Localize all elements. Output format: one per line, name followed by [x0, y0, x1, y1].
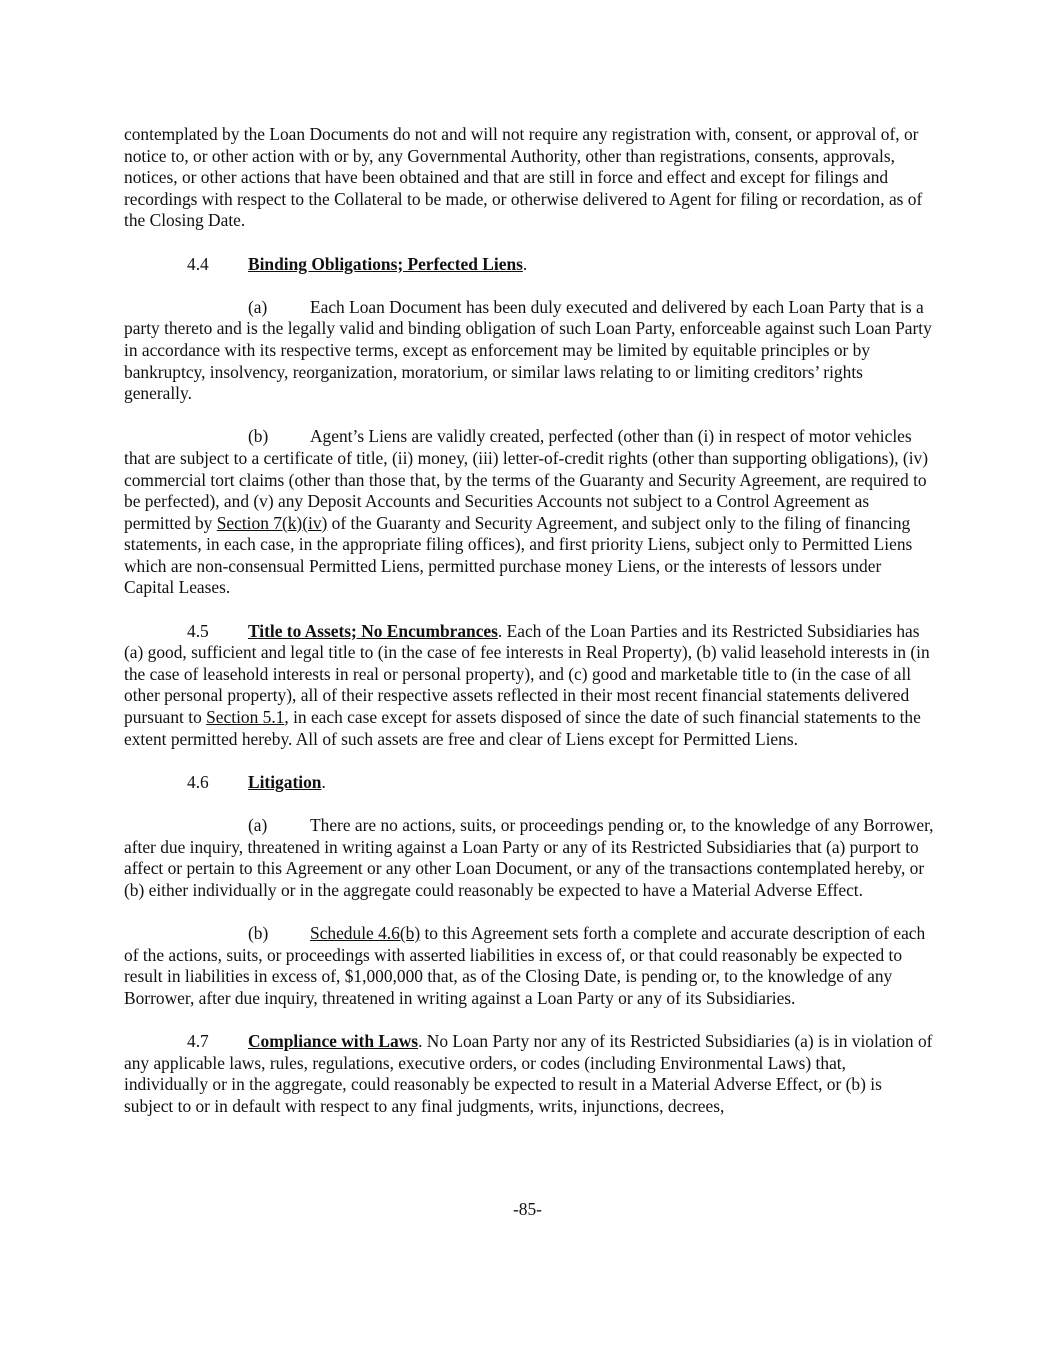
clause-text: Each Loan Document has been duly executed and delivered by each Loan Party that is a party thereto and is the legally valid and binding obligation of such Loan Party, enforceable against such Loan Party in accordance with its respective terms, except as enforcement may be limited by equitable principles or by bankruptcy, insolvency, reorganization, moratorium, or similar laws relating to or limiting creditors’ rights generally.: [124, 296, 932, 404]
cross-reference: Section 5.1: [206, 707, 285, 728]
section-number: 4.7: [187, 1030, 209, 1051]
section-text: , in each case except for assets disposed of since the date of such financial statements to the extent permitted hereby. All of such assets are free and clear of Liens except for Permitted Liens.: [124, 707, 921, 749]
spacer: [124, 232, 934, 254]
section-number: 4.6: [187, 771, 209, 792]
section-title: Title to Assets; No Encumbrances: [248, 620, 498, 641]
clause-text: There are no actions, suits, or proceedings pending or, to the knowledge of any Borrower, after due inquiry, threatened in writing against a Loan Party or any of its Restricted Subsidiaries that (a) purport to affect or pertain to this Agreement or any other Loan Document, or any of the transactions contemplated hereby, or (b) either individually or in the aggregate could reasonably be expected to have a Material Adverse Effect.: [124, 815, 934, 900]
page-number: -85-: [513, 1199, 542, 1219]
section-number: 4.4: [187, 253, 209, 274]
spacer: [124, 275, 934, 297]
section-title: Binding Obligations; Perfected Liens: [248, 253, 523, 274]
section-text: . No Loan Party nor any of its Restricted Subsidiaries (a) is in violation of any applicable laws, rules, regulations, executive orders, or codes (including Environmental Laws) that, individually or in the aggregate, could reasonably be expected to result in a Material Adverse Effect, or (b) is subject to or in default with respect to any final judgments, writs, injunctions, decrees,: [124, 1030, 933, 1116]
clause-label: (b): [248, 922, 269, 943]
clause-text: to this Agreement sets forth a complete and accurate description of each of the actions, suits, or proceedings with asserted liabilities in excess of, or that could reasonably be expected to result in liabilities in excess of, $1,000,000 that, as of the Closing Date, is pending or, to the knowledge of any Borrower, after due inquiry, threatened in writing against a Loan Party or any of its Subsidiaries.: [124, 922, 926, 1008]
section-4-6-heading: [124, 772, 934, 794]
clause-text: of the Guaranty and Security Agreement, and subject only to the filing of financing statements, in each case, in the appropriate filing offices), and first priority Liens, subject only to Permitted Liens which are non-consensual Permitted Liens, permitted purchase money Liens, or the interests of lessors under Capital Leases.: [124, 512, 913, 598]
intro-paragraph: contemplated by the Loan Documents do not and will not require any registration with, consent, or approval of, or notice to, or other action with or by, any Governmental Authority, other than registrations, consents, approvals, notices, or other actions that have been obtained and that are still in force and effect and except for filings and recordings with respect to the Collateral to be made, or otherwise delivered to Agent for filing or recordation, as of the Closing Date.: [124, 124, 923, 231]
section-4-4-a: [124, 297, 934, 405]
section-4-6-b: [124, 923, 934, 1009]
spacer: [124, 405, 934, 427]
cross-reference: Schedule 4.6(b): [310, 922, 421, 943]
clause-text: Agent’s Liens are validly created, perfected (other than (i) in respect of motor vehicles that are subject to a certificate of title, (ii) money, (iii) letter-of-credit rights (other than supporting obligations), (iv) commercial tort claims (other than those that, by the terms of the Guaranty and Security Agreement, are required to be perfected), and (v) any Deposit Accounts and Securities Accounts not subject to a Control Agreement as permitted by: [124, 426, 929, 533]
clause-label: (a): [248, 815, 268, 835]
section-title: Litigation: [248, 771, 322, 792]
spacer: [124, 750, 934, 772]
document-page: [124, 124, 934, 1117]
clause-label: (b): [248, 426, 269, 447]
spacer: [124, 599, 934, 621]
section-title-end: .: [522, 253, 528, 274]
section-number: 4.5: [187, 620, 209, 641]
section-4-7: [124, 1031, 934, 1117]
section-text: . Each of the Loan Parties and its Restricted Subsidiaries has (a) good, sufficient and legal title to (in the case of fee interests in Real Property), (b) valid leasehold interests in (in the case of leasehold interests in real or personal property), and (c) good and marketable title to (in the case of all other personal property), all of their respective assets reflected in their most recent financial statements delivered pursuant to: [124, 620, 930, 728]
section-4-4-heading: [124, 254, 934, 276]
section-title: Compliance with Laws: [248, 1030, 419, 1051]
section-4-6-a: [124, 815, 934, 901]
section-4-4-b: [124, 426, 934, 599]
cross-reference: Section 7(k)(iv): [216, 512, 328, 533]
clause-label: (a): [248, 296, 268, 317]
spacer: [124, 901, 934, 923]
section-4-5: [124, 621, 934, 751]
spacer: [124, 1009, 934, 1031]
spacer: [124, 793, 934, 815]
section-title-end: .: [321, 771, 326, 792]
